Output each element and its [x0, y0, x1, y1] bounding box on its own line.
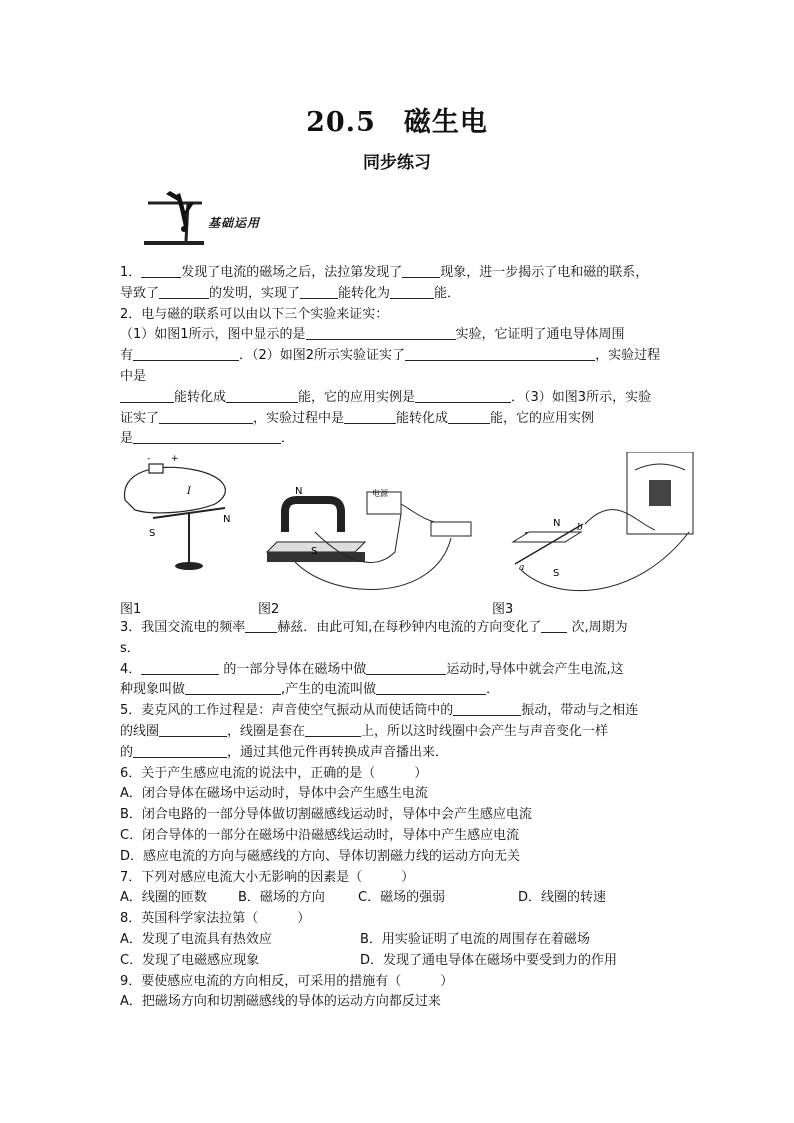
question-5-line-2: [120, 722, 680, 743]
answer-blank[interactable]: [141, 263, 181, 278]
question-4-line-1: [120, 660, 680, 681]
question-2-stem: 2．电与磁的联系可以由以下三个实验来证实：: [120, 306, 389, 322]
question-2-line-1: [120, 325, 680, 346]
svg-text:S: S: [311, 546, 318, 557]
figure-2-label: 图2: [258, 602, 280, 617]
answer-blank[interactable]: [306, 325, 456, 340]
q4-text: 种现象叫做: [120, 682, 186, 698]
page-subtitle: 同步练习: [363, 153, 431, 173]
q2-text: （1）如图1所示，图中显示的是: [120, 327, 306, 343]
question-2-line-3: 中是: [120, 368, 147, 384]
question-8-row-2: [120, 951, 680, 972]
answer-blank[interactable]: [226, 388, 298, 403]
answer-blank[interactable]: [300, 284, 338, 299]
question-7-option-b[interactable]: B．磁场的方向: [238, 890, 325, 906]
question-6-option-b[interactable]: B．闭合电路的一部分导体做切割磁感线运动时，导体中会产生感应电流: [120, 807, 532, 823]
answer-blank[interactable]: [133, 429, 281, 444]
question-2-line-5: [120, 409, 680, 430]
q2-text: ．（2）如图2所示实验证实了: [239, 348, 406, 364]
questions-continued: [120, 618, 680, 1013]
figure-2-motor-diagram: [267, 486, 471, 590]
svg-text:电源: 电源: [372, 489, 388, 498]
answer-blank[interactable]: [344, 409, 396, 424]
answer-blank[interactable]: [448, 409, 490, 424]
question-3-line-2: s．: [120, 640, 140, 656]
q2-text: 有: [120, 348, 134, 364]
answer-blank[interactable]: [405, 346, 595, 361]
q2-text: 能，它的应用实例: [490, 410, 595, 426]
q2-text: 证实了: [120, 410, 160, 426]
answer-blank[interactable]: [541, 618, 567, 633]
q1-text: 现象，进一步揭示了电和磁的联系，: [440, 265, 649, 280]
svg-text:N: N: [223, 514, 231, 525]
question-7-option-c[interactable]: C．磁场的强弱: [358, 890, 446, 906]
q5-text: 5．麦克风的工作过程是：声音使空气振动从而使话筒中的: [120, 703, 454, 719]
q4-text: ．: [486, 682, 500, 698]
page-title: 20.5 磁生电: [306, 107, 488, 138]
question-4-line-2: [120, 680, 680, 701]
answer-blank[interactable]: [402, 263, 440, 278]
q5-text: 的线圈: [120, 723, 160, 739]
question-6-option-c[interactable]: C．闭合导体的一部分在磁场中沿磁感线运动时，导体中产生感应电流: [120, 827, 520, 843]
section-label: 基础运用: [208, 216, 261, 230]
q2-text: ，实验过程中是: [253, 410, 345, 426]
question-1-line-1: [120, 263, 680, 284]
svg-text:N: N: [553, 518, 561, 529]
figure-3-label: 图3: [492, 602, 514, 617]
question-5-line-1: [120, 701, 680, 722]
answer-blank[interactable]: [141, 660, 219, 675]
question-8-option-a[interactable]: A．发现了电流具有热效应: [120, 931, 272, 947]
question-7-option-d[interactable]: D．线圈的转速: [518, 890, 607, 906]
q2-text: ．: [281, 431, 295, 447]
q1-text: 能转化为: [338, 285, 391, 301]
question-7-option-a[interactable]: A．线圈的匝数: [120, 890, 207, 906]
svg-text:S: S: [149, 528, 156, 539]
answer-blank[interactable]: [415, 388, 511, 403]
q1-text: 的发明，实现了: [209, 285, 301, 301]
q2-text: 能转化成: [174, 389, 227, 405]
q4-text: ,产生的电流叫做: [281, 682, 377, 698]
q1-text: 能．: [434, 285, 461, 301]
q5-text: 上，所以这时线圈中会产生与声音变化一样: [361, 723, 609, 739]
answer-blank[interactable]: [159, 409, 253, 424]
q3-text: 次,周期为: [567, 620, 628, 635]
question-3-line-1: [120, 618, 680, 639]
question-7-options: [120, 888, 680, 909]
q5-text: ，通过其他元件再转换成声音播出来．: [227, 744, 449, 760]
svg-text:S: S: [553, 568, 560, 579]
question-2-line-6: [120, 429, 680, 450]
q5-text: 的: [120, 744, 134, 760]
answer-blank[interactable]: [185, 680, 281, 695]
question-8-row-1: [120, 930, 680, 951]
q2-text: 是: [120, 431, 134, 447]
q3-text: 3．我国交流电的频率: [120, 620, 246, 635]
question-6-stem: 6．关于产生感应电流的说法中，正确的是（ ）: [120, 765, 428, 781]
q5-text: ，线圈是套在: [227, 723, 306, 739]
answer-blank[interactable]: [120, 388, 174, 403]
svg-text:a: a: [519, 563, 525, 573]
switch-icon: [431, 522, 471, 536]
question-8-option-d[interactable]: D．发现了通电导体在磁场中要受到力的作用: [360, 952, 618, 968]
figure-1-label: 图1: [120, 602, 142, 617]
figure-1-oersted-diagram: [125, 454, 231, 570]
answer-blank[interactable]: [376, 680, 486, 695]
q5-text: 振动，带动与之相连: [521, 703, 639, 719]
svg-text:+: +: [171, 454, 179, 464]
question-8-stem: 8．英国科学家法拉第（ ）: [120, 911, 311, 927]
question-1-line-2: [120, 284, 680, 305]
battery-icon: [149, 464, 163, 473]
q2-text: 实验，它证明了通电导体周围: [455, 327, 625, 343]
q1-text: 发现了电流的磁场之后，法拉第发现了: [181, 265, 403, 280]
questions: [120, 263, 680, 450]
question-2-line-2: [120, 346, 680, 367]
q2-text: 能，它的应用实例是: [298, 389, 416, 405]
question-5-line-3: [120, 743, 680, 764]
experiment-figures: [115, 452, 700, 612]
answer-blank[interactable]: [305, 722, 361, 737]
q3-text: 赫兹．由此可知,在每秒钟内电流的方向变化了: [277, 620, 542, 635]
q1-number: 1．: [120, 265, 142, 280]
svg-text:-: -: [147, 454, 151, 464]
question-9-option-a[interactable]: A．把磁场方向和切割磁感线的导体的运动方向都反过来: [120, 994, 441, 1010]
q4-text: 的一部分导体在磁场中做: [219, 661, 367, 677]
answer-blank[interactable]: [133, 743, 227, 758]
question-9-stem: 9．要使感应电流的方向相反，可采用的措施有（ ）: [120, 973, 454, 989]
q2-text: ，实验过程: [595, 348, 661, 364]
question-2-line-4: [120, 388, 680, 409]
svg-text:N: N: [295, 486, 303, 497]
question-8-option-b[interactable]: B．用实验证明了电流的周围存在着磁场: [360, 931, 590, 947]
question-7-stem: 7．下列对感应电流大小无影响的因素是（ ）: [120, 869, 415, 885]
answer-blank[interactable]: [159, 284, 209, 299]
svg-text:b: b: [577, 523, 583, 533]
answer-blank[interactable]: [366, 660, 446, 675]
figure-3-induction-diagram: [513, 452, 693, 591]
answer-blank[interactable]: [245, 618, 277, 633]
svg-text:I: I: [187, 486, 191, 497]
question-6-option-d[interactable]: D．感应电流的方向与磁感线的方向、导体切割磁力线的运动方向无关: [120, 848, 521, 864]
q2-text: 能转化成: [396, 410, 449, 426]
answer-blank[interactable]: [390, 284, 434, 299]
q4-text: 4．: [120, 661, 142, 677]
question-6-option-a[interactable]: A．闭合导体在磁场中运动时，导体中会产生感生电流: [120, 786, 428, 802]
answer-blank[interactable]: [159, 722, 227, 737]
question-8-option-c[interactable]: C．发现了电磁感应现象: [120, 952, 260, 968]
answer-blank[interactable]: [133, 346, 239, 361]
answer-blank[interactable]: [453, 701, 521, 716]
q2-text: ．（3）如图3所示，实验: [511, 389, 652, 405]
q4-text: 运动时,导体中就会产生电流,这: [446, 661, 624, 677]
q1-text: 导致了: [120, 285, 160, 301]
